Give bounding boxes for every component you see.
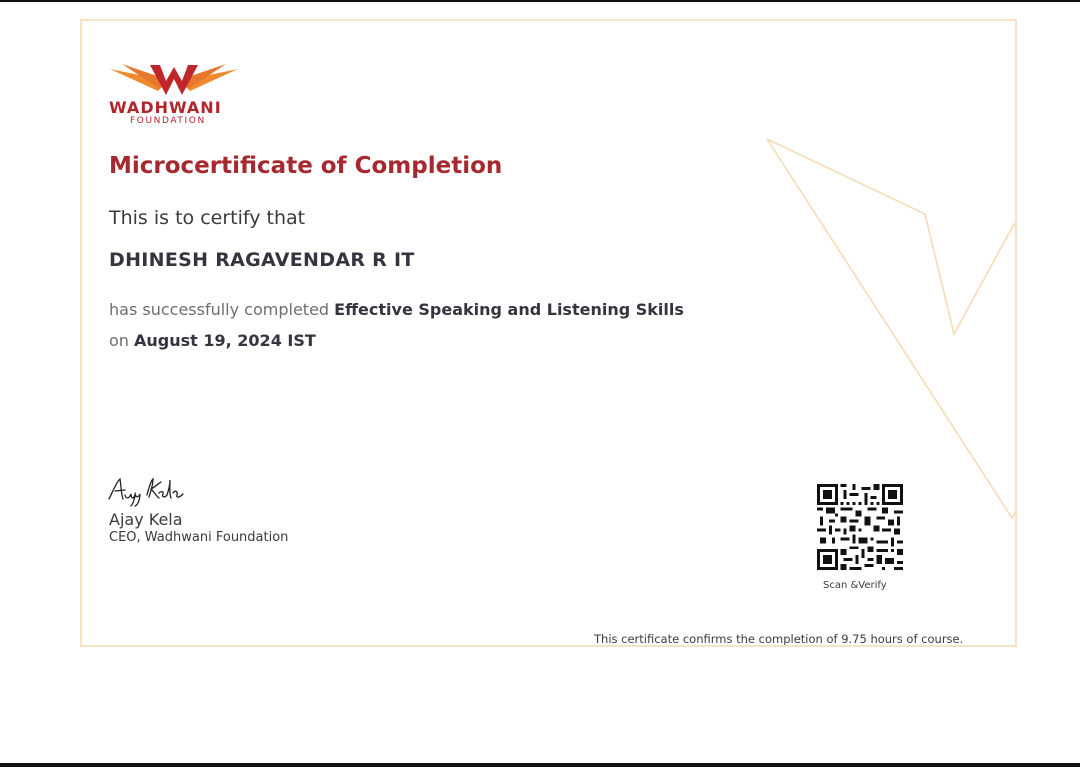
qr-scan-label: Scan &Verify xyxy=(823,580,887,591)
logo-wordmark: WADHWANI xyxy=(109,98,222,117)
completion-date-line xyxy=(109,331,316,350)
completion-hours-note: This certificate confirms the completion of 9.75 hours of course. xyxy=(594,632,964,646)
signer-name: Ajay Kela xyxy=(109,510,183,529)
certificate-frame xyxy=(80,19,1017,647)
date-prefix: on xyxy=(109,331,135,350)
completion-date: August 19, 2024 IST xyxy=(134,331,316,350)
completed-prefix: has successfully completed xyxy=(109,300,335,319)
top-divider xyxy=(0,0,1080,2)
signature-image xyxy=(107,473,187,507)
certify-text: This is to certify that xyxy=(109,207,306,229)
logo-subtitle: FOUNDATION xyxy=(130,116,206,126)
signer-title: CEO, Wadhwani Foundation xyxy=(109,530,289,545)
completion-statement xyxy=(109,300,684,319)
bottom-divider xyxy=(0,763,1080,767)
course-name: Effective Speaking and Listening Skills xyxy=(334,300,684,319)
qr-code-icon[interactable] xyxy=(817,484,903,570)
certificate-title: Microcertificate of Completion xyxy=(109,153,503,179)
recipient-name: DHINESH RAGAVENDAR R IT xyxy=(109,249,415,271)
